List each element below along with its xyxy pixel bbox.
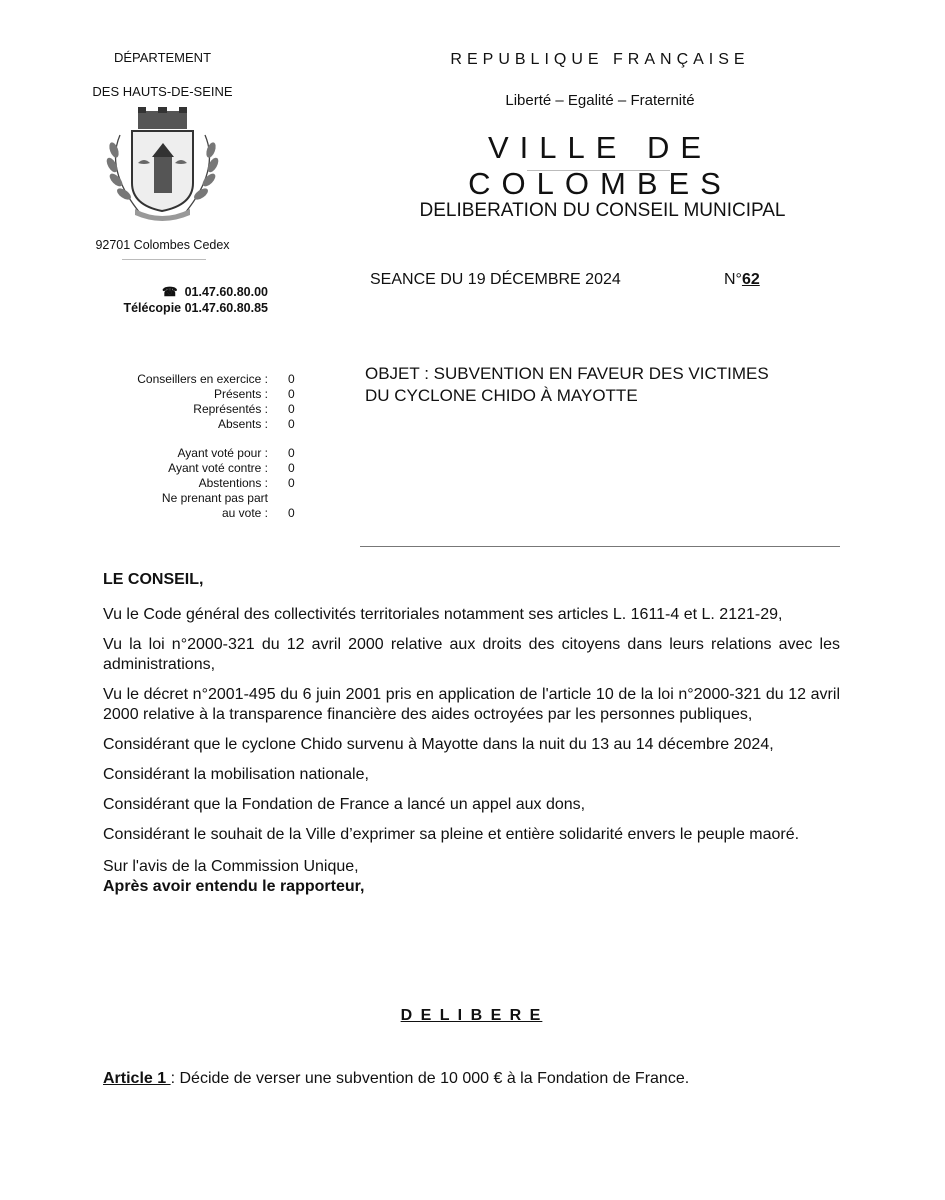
delibere-heading: D E L I B E R E bbox=[400, 1007, 543, 1024]
department-line2: DES HAUTS-DE-SEINE bbox=[92, 84, 233, 99]
stat-row bbox=[40, 372, 308, 387]
department-line1: DÉPARTEMENT bbox=[113, 50, 212, 65]
stat-row bbox=[40, 461, 308, 476]
object-line1: OBJET : SUBVENTION EN FAVEUR DES VICTIMES bbox=[365, 364, 769, 383]
stat-value: 0 bbox=[288, 402, 295, 416]
object bbox=[365, 363, 845, 407]
stat-row bbox=[40, 491, 308, 506]
republic-title: REPUBLIQUE FRANÇAISE bbox=[450, 51, 750, 68]
stat-label: Ayant voté pour : bbox=[177, 446, 268, 460]
city-separator bbox=[527, 170, 670, 171]
article-1-label: Article 1 bbox=[103, 1070, 171, 1087]
paragraph: Considérant que la Fondation de France a lancé un appel aux dons, bbox=[103, 796, 586, 813]
number-prefix: N° bbox=[724, 271, 742, 288]
article-1-text: : Décide de verser une subvention de 10 000 € à la Fondation de France. bbox=[170, 1070, 690, 1087]
fax-number: Télécopie 01.47.60.80.85 bbox=[123, 301, 268, 315]
stat-label: Représentés : bbox=[193, 402, 268, 416]
header-separator bbox=[360, 546, 840, 547]
stat-label: Ayant voté contre : bbox=[168, 461, 268, 475]
stat-value: 0 bbox=[288, 387, 295, 401]
stat-label: Présents : bbox=[213, 387, 268, 401]
article-1 bbox=[103, 1070, 840, 1088]
stat-row bbox=[40, 506, 308, 521]
stat-row bbox=[40, 417, 308, 432]
phone-line bbox=[60, 284, 268, 299]
deliberation-title: DELIBERATION DU CONSEIL MUNICIPAL bbox=[419, 200, 786, 221]
address-separator bbox=[122, 259, 206, 260]
telephone-icon: ☎ bbox=[162, 285, 178, 299]
stat-label: Ne prenant pas part bbox=[161, 491, 268, 505]
vote-stats bbox=[40, 372, 308, 521]
city-title: VILLE DE COLOMBES bbox=[468, 130, 732, 201]
stat-value bbox=[268, 491, 308, 506]
paragraph: Considérant que le cyclone Chido survenu à Mayotte dans la nuit du 13 au 14 décembre 2024, bbox=[103, 736, 774, 753]
paragraph: Vu le Code général des collectivités territoriales notamment ses articles L. 1611-4 et L. 2121-29, bbox=[103, 606, 783, 623]
phone-number: 01.47.60.80.00 bbox=[184, 285, 268, 299]
stat-row bbox=[40, 476, 308, 491]
stat-value: 0 bbox=[288, 506, 295, 520]
stat-value: 0 bbox=[288, 417, 295, 431]
paragraph: Considérant la mobilisation nationale, bbox=[103, 766, 369, 783]
stat-label: au vote : bbox=[221, 506, 268, 520]
number-value: 62 bbox=[741, 271, 760, 288]
stat-row bbox=[40, 446, 308, 461]
commission-text: Sur l'avis de la Commission Unique, bbox=[103, 858, 359, 875]
stat-value: 0 bbox=[288, 372, 295, 386]
council-heading: LE CONSEIL, bbox=[103, 571, 204, 588]
stat-row bbox=[40, 387, 308, 402]
address: 92701 Colombes Cedex bbox=[95, 238, 230, 252]
object-line2: DU CYCLONE CHIDO À MAYOTTE bbox=[365, 386, 638, 405]
deliberation-number bbox=[724, 271, 760, 289]
stat-label: Abstentions : bbox=[198, 476, 268, 490]
motto: Liberté – Egalité – Fraternité bbox=[505, 92, 695, 109]
rapporteur-text: Après avoir entendu le rapporteur, bbox=[103, 878, 365, 895]
session-date: SEANCE DU 19 DÉCEMBRE 2024 bbox=[370, 271, 621, 288]
stat-value: 0 bbox=[288, 476, 295, 490]
paragraph: Vu la loi n°2000-321 du 12 avril 2000 relative aux droits des citoyens dans leurs relations avec les administrations, bbox=[103, 636, 840, 673]
coat-of-arms-emblem bbox=[100, 105, 225, 225]
stat-row bbox=[40, 402, 308, 417]
stat-value: 0 bbox=[288, 446, 295, 460]
stat-label: Conseillers en exercice : bbox=[137, 372, 268, 386]
stat-value: 0 bbox=[288, 461, 295, 475]
stat-label: Absents : bbox=[217, 417, 268, 431]
deliberation-body bbox=[103, 570, 840, 897]
paragraph: Vu le décret n°2001-495 du 6 juin 2001 pris en application de l'article 10 de la loi n°2000-321 du 12 avril 2000 relative à la transparence financière des aides octroyées par les personnes publiques, bbox=[103, 686, 840, 723]
paragraph: Considérant le souhait de la Ville d’exprimer sa pleine et entière solidarité envers le peuple maoré. bbox=[103, 826, 800, 843]
